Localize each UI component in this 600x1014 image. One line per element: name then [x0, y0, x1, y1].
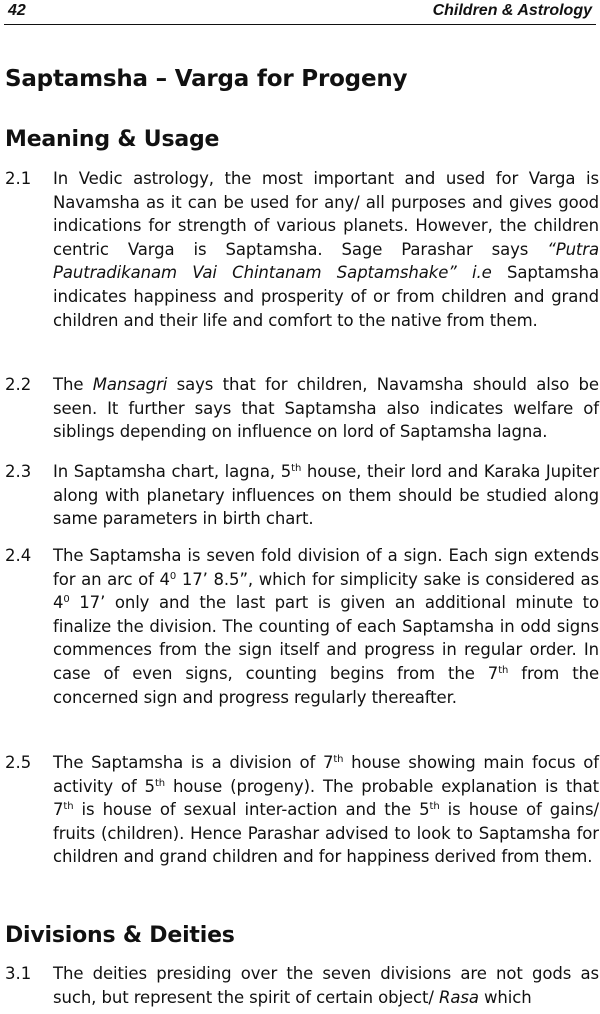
paragraph-number: 2.1 — [5, 169, 32, 188]
header-rule — [4, 24, 596, 25]
paragraph-number: 2.2 — [5, 375, 32, 394]
running-title: Children & Astrology — [432, 2, 592, 19]
paragraph-number: 2.3 — [5, 462, 32, 481]
page-header — [0, 0, 600, 26]
paragraph-text: The Saptamsha is seven fold division of a sign. Each sign extends for an arc of $4^0$ 17’ 8.5”, which for simplicity sake is considered as $4^0$ 17’ only and the last part is given an additional minute to finalize the division. The counting of each Saptamsha in odd signs commences from the sign itself and progress in regular order. In case of even signs, counting begins from the 7th from the concerned sign and progress regularly thereafter. — [53, 546, 599, 707]
paragraph-text: The Mansagri says that for children, Navamsha should also be seen. It further says that Saptamsha also indicates welfare of siblings depending on influence on lord of Saptamsha lagna. — [53, 375, 599, 442]
paragraph-number: 2.5 — [5, 753, 32, 772]
section-heading-divisions-deities: Divisions & Deities — [5, 923, 235, 948]
paragraph-text: The deities presiding over the seven divisions are not gods as such, but represent the spirit of certain object/ Rasa which — [53, 964, 599, 1007]
section-heading-meaning-usage: Meaning & Usage — [5, 127, 220, 152]
paragraph-text: In Vedic astrology, the most important and used for Varga is Navamsha as it can be used for any/ all purposes and gives good indications for strength of various planets. However, the children centric Varga is Saptamsha. Sage Parashar says “Putra Pautradikanam Vai Chintanam Saptamshake” i.e Saptamsha indicates happiness and prosperity of or from children and grand children and their life and comfort to the native from them. — [53, 169, 599, 330]
paragraph-number: 2.4 — [5, 546, 32, 565]
paragraph-text: The Saptamsha is a division of 7th house showing main focus of activity of 5th house (progeny). The probable explanation is that 7th is house of sexual inter-action and the 5th is house of gains/ fruits (children). Hence Parashar advised to look to Saptamsha for children and grand children and for happiness derived from them. — [53, 753, 599, 867]
paragraph-text: In Saptamsha chart, lagna, 5th house, their lord and Karaka Jupiter along with planetary influences on them should be studied along same parameters in birth chart. — [53, 462, 600, 529]
page-number: 42 — [8, 2, 26, 19]
chapter-title: Saptamsha – Varga for Progeny — [5, 66, 408, 92]
paragraph-number: 3.1 — [5, 964, 32, 983]
